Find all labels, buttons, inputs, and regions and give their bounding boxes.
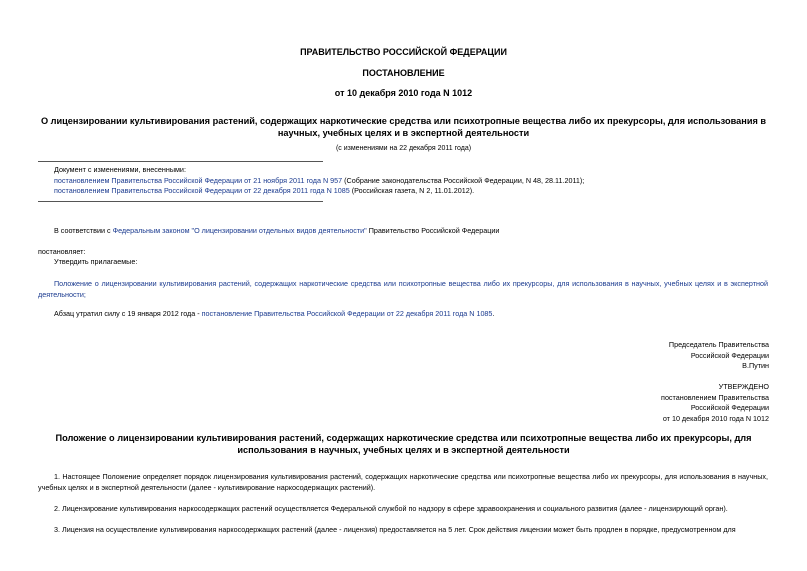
repealed-suffix: .	[492, 309, 495, 318]
amendments-block	[54, 165, 774, 197]
repealed-paragraph	[54, 309, 774, 318]
signature-country: Российской Федерации	[690, 350, 769, 360]
government-heading: ПРАВИТЕЛЬСТВО РОССИЙСКОЙ ФЕДЕРАЦИИ	[300, 47, 507, 57]
amendment-link-957[interactable]: постановлением Правительства Российской Федерации от 21 ноября 2011 года N 957	[54, 175, 343, 185]
federal-law-link[interactable]: Федеральным законом "О лицензировании отдельных видов деятельности"	[112, 226, 367, 235]
regulation-paragraph-1: 1. Настоящее Положение определяет порядок лицензирования культивирования растений, содержащих наркотические средства или психотропные вещества либо их прекурсоры, для использования в научных, учебных целях и в экспертной деятельности (далее - культивирование наркосодержащих растений).	[38, 472, 768, 492]
signature-name: В.Путин	[742, 361, 769, 370]
regulation-paragraph-3: 3. Лицензия на осуществление культивирования наркосодержащих растений (далее - лицензия) предоставляется на 5 лет. Срок действия лицензии может быть продлен в порядке, предусмотренном для	[54, 525, 736, 534]
approval-by: постановлением Правительства	[661, 392, 769, 402]
legal-basis-paragraph	[54, 226, 774, 235]
document-title: О лицензировании культивирования растений, содержащих наркотические средства или психотропные вещества либо их прекурсоры, для использования в научных, учебных целях и в экспертной деятельности	[40, 116, 767, 138]
legal-basis-suffix: Правительство Российской Федерации	[366, 226, 500, 235]
approve-line: Утвердить прилагаемые:	[54, 257, 138, 266]
amendment-source-1085: (Российская газета, N 2, 11.01.2012).	[349, 186, 475, 195]
revision-note: (с изменениями на 22 декабря 2011 года)	[335, 145, 472, 152]
amendment-item	[54, 176, 774, 187]
repealed-prefix: Абзац утратил силу с 19 января 2012 года -	[54, 309, 202, 318]
amendment-source-957: (Собрание законодательства Российской Федерации, N 48, 28.11.2011);	[342, 175, 585, 185]
divider-top	[38, 161, 323, 162]
regulation-link[interactable]: Положение о лицензировании культивирования растений, содержащих наркотические средства или психотропные вещества либо их прекурсоры, для использования в научных, учебных целях и в экспертной деятельности;	[38, 279, 768, 299]
approval-stamp	[469, 382, 769, 424]
legal-basis-prefix: В соответствии с	[54, 226, 113, 235]
document-date-number: от 10 декабря 2010 года N 1012	[334, 88, 473, 98]
amendment-link-1085[interactable]: постановлением Правительства Российской Федерации от 22 декабря 2011 года N 1085	[54, 186, 350, 195]
divider-bottom	[38, 201, 323, 202]
regulation-title: Положение о лицензировании культивирования растений, содержащих наркотические средства или психотропные вещества либо их прекурсоры, для использования в научных, учебных целях и в экспертной деятельности	[55, 433, 752, 455]
signature-position: Председатель Правительства	[668, 340, 769, 349]
decrees-word: постановляет:	[38, 247, 86, 256]
approval-word: УТВЕРЖДЕНО	[718, 382, 769, 391]
amendment-item	[54, 186, 774, 197]
regulation-paragraph-2: 2. Лицензирование культивирования наркосодержащих растений осуществляется Федеральной службой по надзору в сфере здравоохранения и социального развития (далее - лицензирующий орган).	[54, 504, 728, 513]
approval-date: от 10 декабря 2010 года N 1012	[662, 413, 769, 423]
signature-block	[469, 340, 769, 372]
amendments-intro: Документ с изменениями, внесенными:	[54, 165, 186, 174]
document-type-heading: ПОСТАНОВЛЕНИЕ	[362, 68, 445, 78]
approval-country: Российской Федерации	[690, 403, 769, 412]
repealed-source-link[interactable]: постановление Правительства Российской Федерации от 22 декабря 2011 года N 1085	[201, 309, 493, 318]
